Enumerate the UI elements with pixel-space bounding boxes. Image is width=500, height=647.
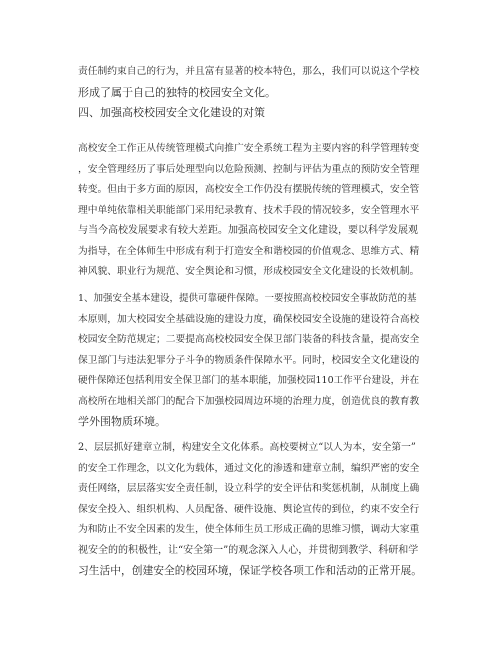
text-line: 学外围物质环境。: [78, 415, 166, 428]
section-heading: 四、加强高校校园安全文化建设的对策: [78, 106, 265, 119]
text-line: 责任网络，层层落实安全责任制，设立科学的安全评估和奖惩机制，从制度上确: [78, 483, 420, 494]
text-line: 本原则，加大校园安全基础设施的建设力度，确保校园安全设施的建设符合高校: [78, 313, 420, 325]
text-line: 硬件保障还包括利用安全保卫部门的基本职能，加强校园110工作平台建设，并在: [78, 375, 420, 386]
intro-paragraph: [78, 62, 424, 124]
text-line: 习生活中，创建安全的校园环境，保证学校各项工作和活动的正常开展。: [78, 564, 423, 577]
text-line: 高校所在地相关部门的配合下加强校园周边环境的治理力度，创造优良的教育教: [78, 395, 420, 407]
text-line: 保卫部门与违法犯罪分子斗争的物质条件保障水平。同时，校园安全文化建设的: [78, 354, 420, 366]
text-line: 为和防止不安全因素的发生，使全体师生员工形成正确的思维习惯，调动大家重: [78, 524, 420, 535]
paragraph-rules-system: [78, 438, 424, 582]
text-line: 转变。但由于多方面的原因，高校安全工作仍没有摆脱传统的管理模式，安全管: [78, 184, 420, 195]
text-line: 2、层层抓好建章立制，构建安全文化体系。高校要树立“以人为本，安全第一”: [78, 442, 416, 453]
text-line: 高校安全工作正从传统管理模式向推广安全系统工程为主要内容的科学管理转变: [78, 143, 420, 154]
text-line: 理中单纯依靠相关职能部门采用纪录教育、技术手段的情况较多，安全管理水平: [78, 204, 420, 216]
paragraph-hardware-safeguards: [78, 289, 424, 433]
text-line: 形成了属于自己的独特的校园安全文化。: [78, 85, 276, 99]
text-line: 视安全的的积极性，让“安全第一”的观念深入人心，并贯彻到教学、科研和学: [78, 544, 419, 556]
text-line: 1、加强安全基本建设，提供可靠硬件保障。一要按照高校校园安全事故防范的基: [78, 293, 417, 304]
text-line: 为指导，在全体师生中形成有利于打造安全和谐校园的价值观念、思维方式、精: [78, 245, 420, 257]
paragraph-strategy-overview: [78, 139, 424, 283]
text-line: 校园安全防范规定；二要提高高校校园安全保卫部门装备的科技含量，提高安全: [78, 334, 420, 345]
text-line: 与当今高校发展要求有较大差距。加强高校园安全文化建设，要以科学发展观: [78, 225, 418, 236]
text-line: ，安全管理经历了事后处理型向以危险预测、控制与评估为重点的预防安全管理: [78, 163, 420, 175]
text-line: 神风貌、职业行为规范、安全舆论和习惯，形成校园安全文化建设的长效机制。: [78, 266, 420, 277]
text-line: 保安全投入、组织机构、人员配备、硬件设施、舆论宣传的到位，约束不安全行: [78, 503, 420, 515]
text-line: 责任制约束自己的行为，并且富有显著的校本特色，那么，我们可以说这个学校: [78, 66, 420, 77]
text-line: 的安全工作理念，以文化为载体，通过文化的渗透和建章立制，编织严密的安全: [78, 462, 420, 474]
